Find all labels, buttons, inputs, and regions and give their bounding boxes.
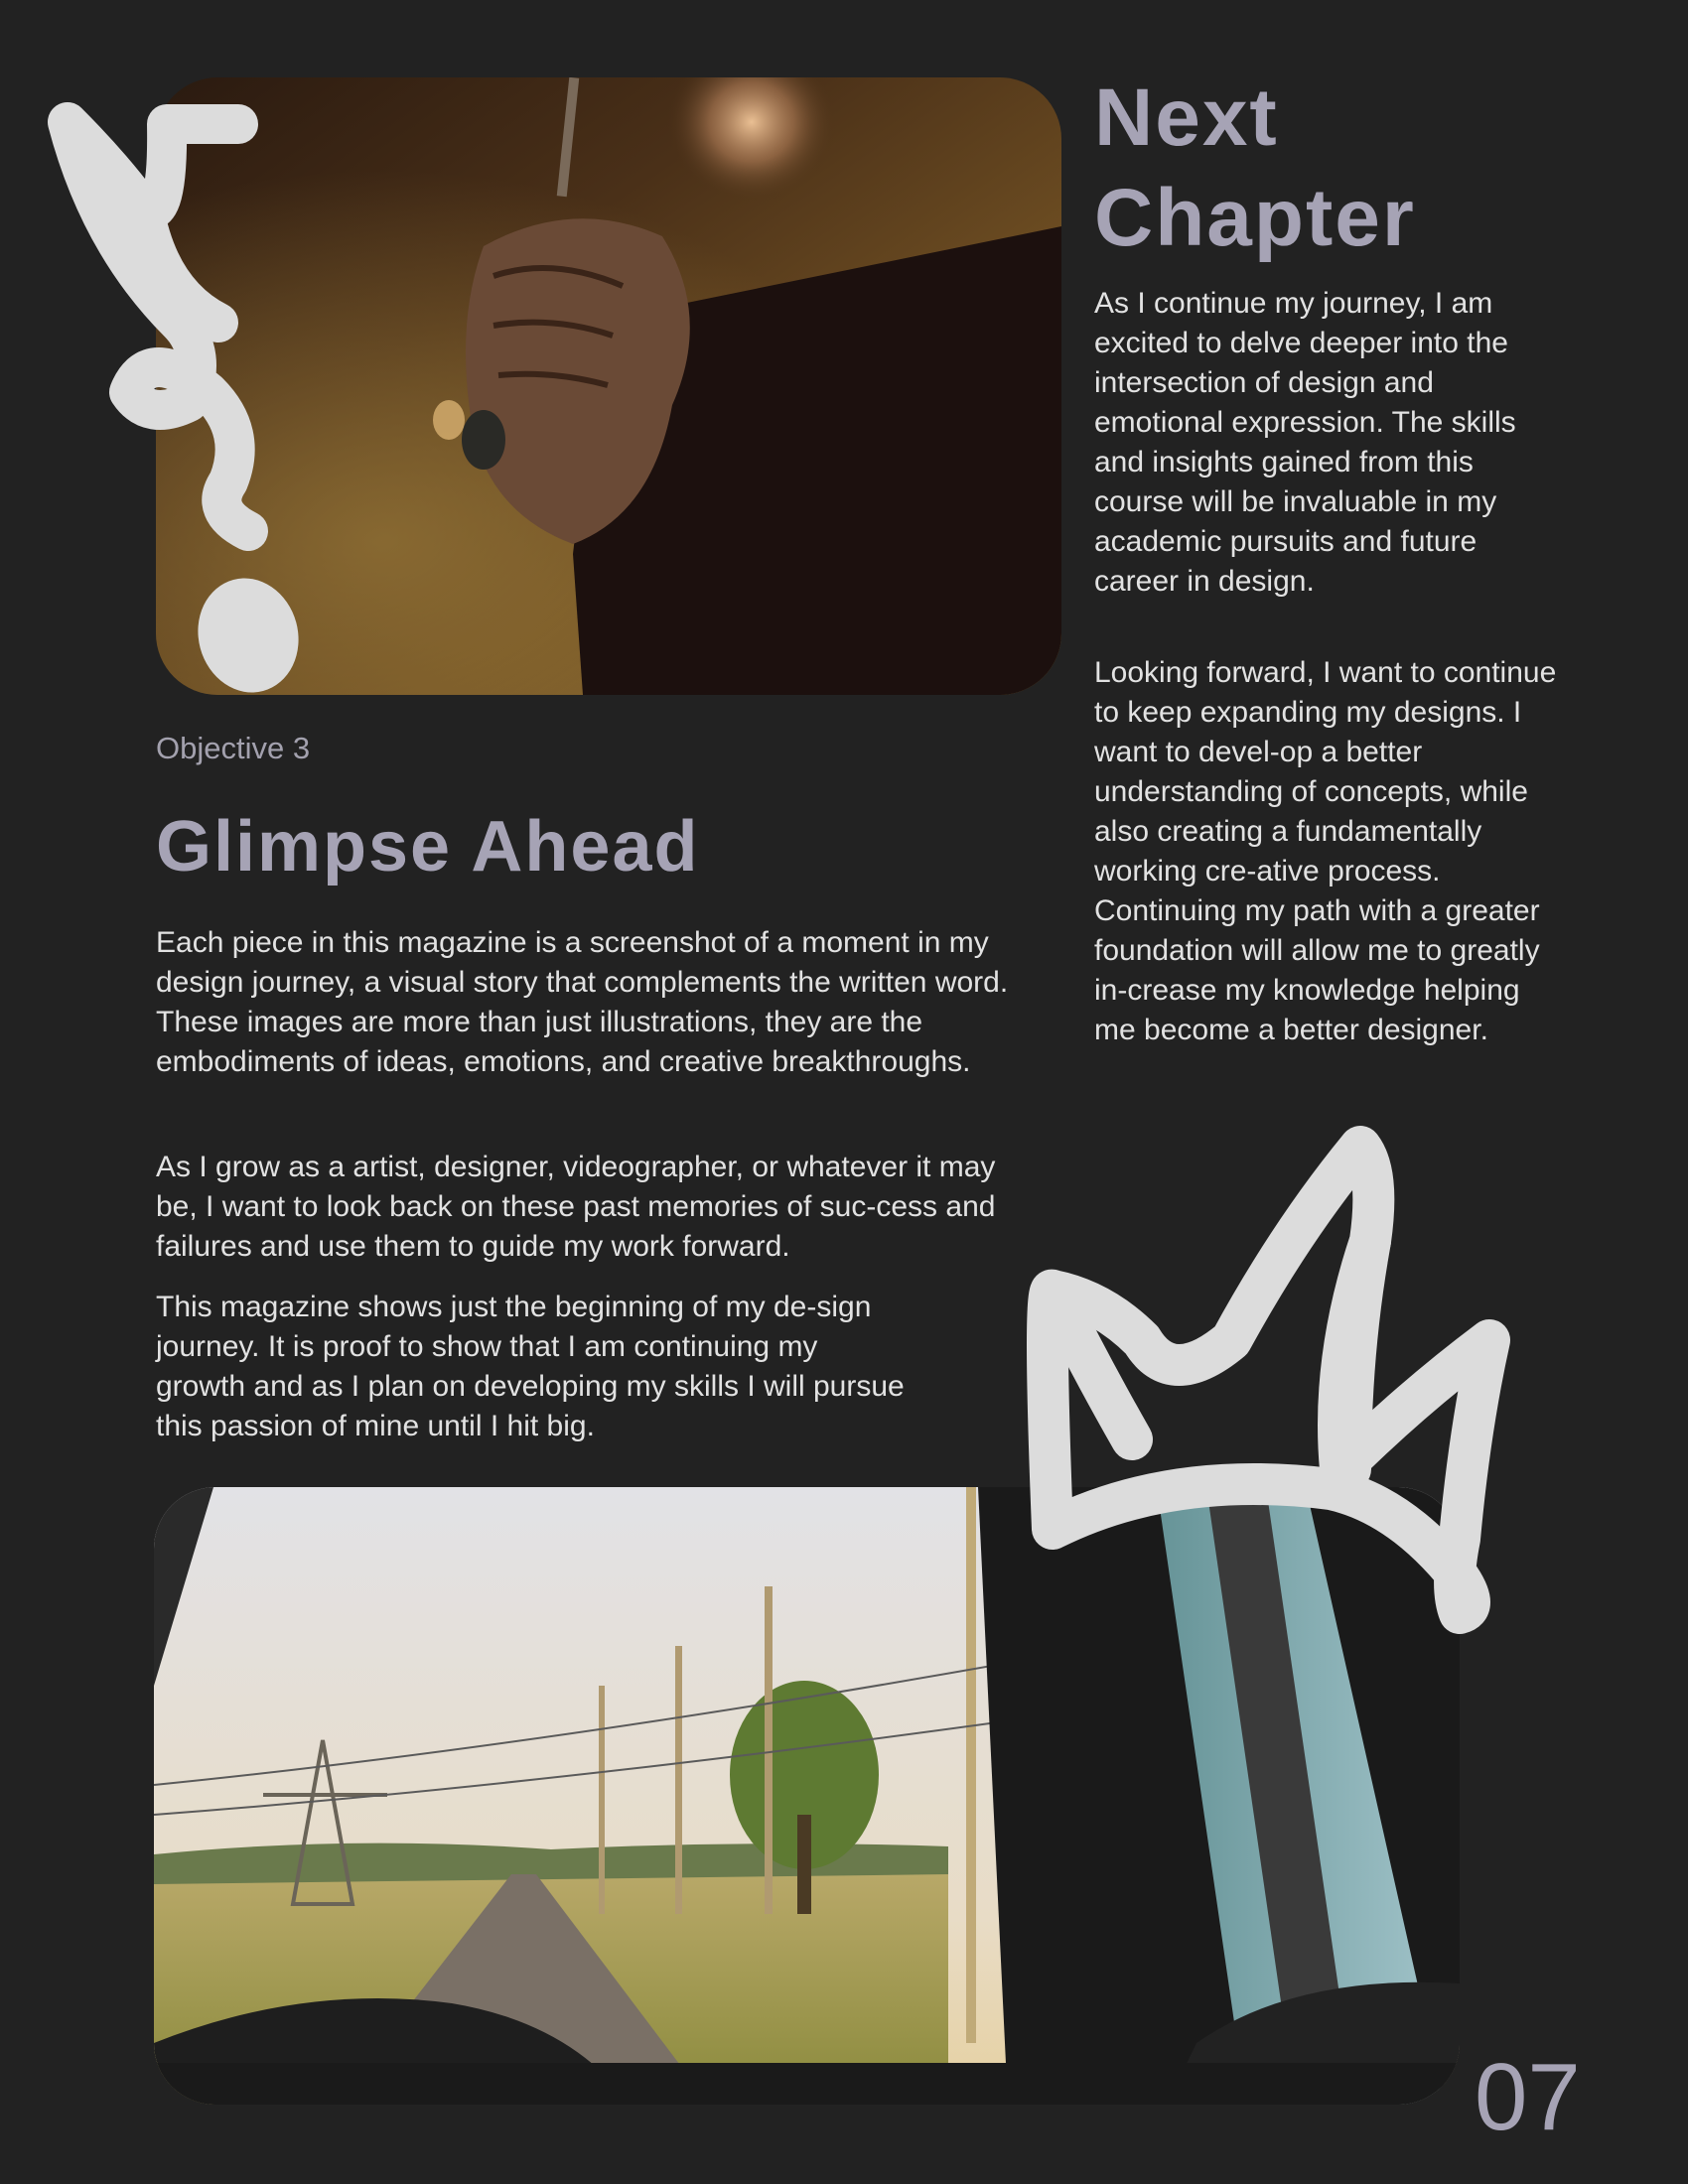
page-number: 07 <box>1475 2044 1581 2150</box>
glimpse-ahead-title: Glimpse Ahead <box>156 807 700 887</box>
next-chapter-title-line1: Next <box>1094 72 1279 163</box>
next-chapter-title <box>1094 68 1611 268</box>
glimpse-paragraph-2: As I grow as a artist, designer, videographer, or whatever it may be, I want to look back on these past memories of suc-cess and failures and use them to guide my work forward. <box>156 1151 996 1263</box>
next-chapter-paragraph-1: As I continue my journey, I am excited to delve deeper into the intersection of design and emotional expression. The skills and insights gained from this course will be invaluable in my academic pursuits and future career in design. <box>1094 287 1516 598</box>
glimpse-paragraph-3: This magazine shows just the beginning of my de-sign journey. It is proof to show that I am continuing my growth and as I plan on developing my skills I will pursue this passion of mine until I hit big. <box>156 1291 905 1442</box>
glimpse-paragraph-1: Each piece in this magazine is a screenshot of a moment in my design journey, a visual story that complements the written word. These images are more than just illustrations, they are the embodiments of ideas, emotions, and creative breakthroughs. <box>156 926 1009 1078</box>
hand-match-photo <box>156 77 1061 695</box>
next-chapter-title-line2: Chapter <box>1094 173 1416 263</box>
objective-label: Objective 3 <box>156 731 311 765</box>
next-chapter-paragraph-2: Looking forward, I want to continue to keep expanding my designs. I want to devel-op a better understanding of concepts, while also creating a fundamentally working cre-ative process. Continuing my path with a greater foundation will allow me to greatly in-crease my knowledge helping me become a better designer. <box>1094 656 1557 1046</box>
road-windshield-photo <box>154 1487 1460 2105</box>
